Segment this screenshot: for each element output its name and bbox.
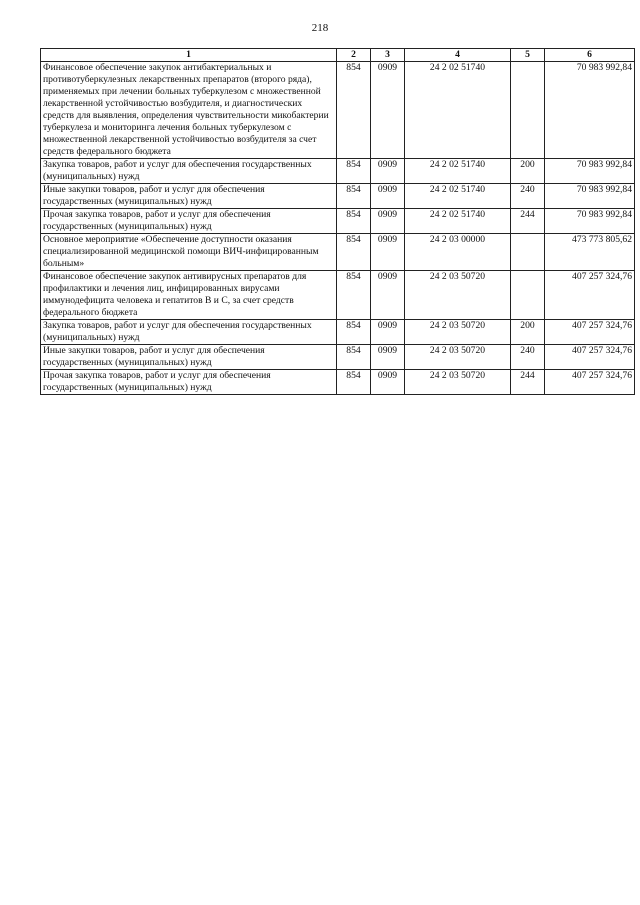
page-number: 218 bbox=[311, 22, 329, 34]
amount-cell: 407 257 324,76 bbox=[545, 271, 635, 320]
ministry-code-cell: 854 bbox=[337, 209, 371, 234]
table-row bbox=[41, 184, 635, 209]
ministry-code-cell: 854 bbox=[337, 345, 371, 370]
amount-cell: 70 983 992,84 bbox=[545, 62, 635, 159]
target-code-cell: 24 2 02 51740 bbox=[405, 209, 511, 234]
target-code-cell: 24 2 03 50720 bbox=[405, 345, 511, 370]
section-code-cell: 0909 bbox=[371, 271, 405, 320]
target-code-cell: 24 2 02 51740 bbox=[405, 159, 511, 184]
section-code-cell: 0909 bbox=[371, 184, 405, 209]
amount-cell: 473 773 805,62 bbox=[545, 234, 635, 271]
table-row bbox=[41, 345, 635, 370]
row-name-cell: Иные закупки товаров, работ и услуг для обеспечения государственных (муниципальных) нужд bbox=[41, 345, 337, 370]
section-code-cell: 0909 bbox=[371, 209, 405, 234]
target-code-cell: 24 2 03 00000 bbox=[405, 234, 511, 271]
table-row bbox=[41, 209, 635, 234]
column-header: 6 bbox=[545, 49, 635, 62]
column-header: 2 bbox=[337, 49, 371, 62]
section-code-cell: 0909 bbox=[371, 234, 405, 271]
row-name-cell: Финансовое обеспечение закупок антивирусных препаратов для профилактики и лечения лиц, инфицированных вирусами иммунодефицита человека и гепатитов В и С, за счет средств федерального бюджета bbox=[41, 271, 337, 320]
target-code-cell: 24 2 03 50720 bbox=[405, 320, 511, 345]
row-name-cell: Закупка товаров, работ и услуг для обеспечения государственных (муниципальных) нужд bbox=[41, 320, 337, 345]
table-body bbox=[41, 62, 635, 395]
section-code-cell: 0909 bbox=[371, 159, 405, 184]
column-header: 3 bbox=[371, 49, 405, 62]
target-code-cell: 24 2 02 51740 bbox=[405, 184, 511, 209]
amount-cell: 407 257 324,76 bbox=[545, 320, 635, 345]
section-code-cell: 0909 bbox=[371, 62, 405, 159]
expense-type-cell: 244 bbox=[511, 370, 545, 395]
amount-cell: 70 983 992,84 bbox=[545, 184, 635, 209]
expense-type-cell: 200 bbox=[511, 159, 545, 184]
expense-type-cell bbox=[511, 234, 545, 271]
target-code-cell: 24 2 03 50720 bbox=[405, 370, 511, 395]
section-code-cell: 0909 bbox=[371, 370, 405, 395]
ministry-code-cell: 854 bbox=[337, 234, 371, 271]
amount-cell: 70 983 992,84 bbox=[545, 159, 635, 184]
table-row bbox=[41, 271, 635, 320]
amount-cell: 407 257 324,76 bbox=[545, 370, 635, 395]
column-header: 1 bbox=[41, 49, 337, 62]
column-header: 5 bbox=[511, 49, 545, 62]
amount-cell: 70 983 992,84 bbox=[545, 209, 635, 234]
expense-type-cell bbox=[511, 62, 545, 159]
row-name-cell: Основное мероприятие «Обеспечение доступности оказания специализированной медицинской помощи ВИЧ-инфицированным больным» bbox=[41, 234, 337, 271]
expense-type-cell: 244 bbox=[511, 209, 545, 234]
row-name-cell: Закупка товаров, работ и услуг для обеспечения государственных (муниципальных) нужд bbox=[41, 159, 337, 184]
row-name-cell: Прочая закупка товаров, работ и услуг для обеспечения государственных (муниципальных) нужд bbox=[41, 209, 337, 234]
ministry-code-cell: 854 bbox=[337, 320, 371, 345]
ministry-code-cell: 854 bbox=[337, 271, 371, 320]
target-code-cell: 24 2 03 50720 bbox=[405, 271, 511, 320]
expense-type-cell: 240 bbox=[511, 345, 545, 370]
ministry-code-cell: 854 bbox=[337, 159, 371, 184]
table-header-row bbox=[41, 49, 635, 62]
table-row bbox=[41, 62, 635, 159]
ministry-code-cell: 854 bbox=[337, 184, 371, 209]
section-code-cell: 0909 bbox=[371, 320, 405, 345]
table-row bbox=[41, 370, 635, 395]
table-row bbox=[41, 159, 635, 184]
ministry-code-cell: 854 bbox=[337, 370, 371, 395]
amount-cell: 407 257 324,76 bbox=[545, 345, 635, 370]
budget-table bbox=[40, 48, 635, 395]
expense-type-cell: 200 bbox=[511, 320, 545, 345]
row-name-cell: Иные закупки товаров, работ и услуг для обеспечения государственных (муниципальных) нужд bbox=[41, 184, 337, 209]
expense-type-cell bbox=[511, 271, 545, 320]
row-name-cell: Финансовое обеспечение закупок антибактериальных и противотуберкулезных лекарственных препаратов (второго ряда), применяемых при лечении больных туберкулезом с множественной лекарственной устойчивостью возбудителя, и диагностических средств для выявления, определения чувствительности микобактерии туберкулеза и мониторинга лечения больных туберкулезом с множественной лекарственной устойчивостью возбудителя за счет средств федерального бюджета bbox=[41, 62, 337, 159]
target-code-cell: 24 2 02 51740 bbox=[405, 62, 511, 159]
table-row bbox=[41, 234, 635, 271]
expense-type-cell: 240 bbox=[511, 184, 545, 209]
ministry-code-cell: 854 bbox=[337, 62, 371, 159]
row-name-cell: Прочая закупка товаров, работ и услуг для обеспечения государственных (муниципальных) нужд bbox=[41, 370, 337, 395]
column-header: 4 bbox=[405, 49, 511, 62]
table-row bbox=[41, 320, 635, 345]
section-code-cell: 0909 bbox=[371, 345, 405, 370]
